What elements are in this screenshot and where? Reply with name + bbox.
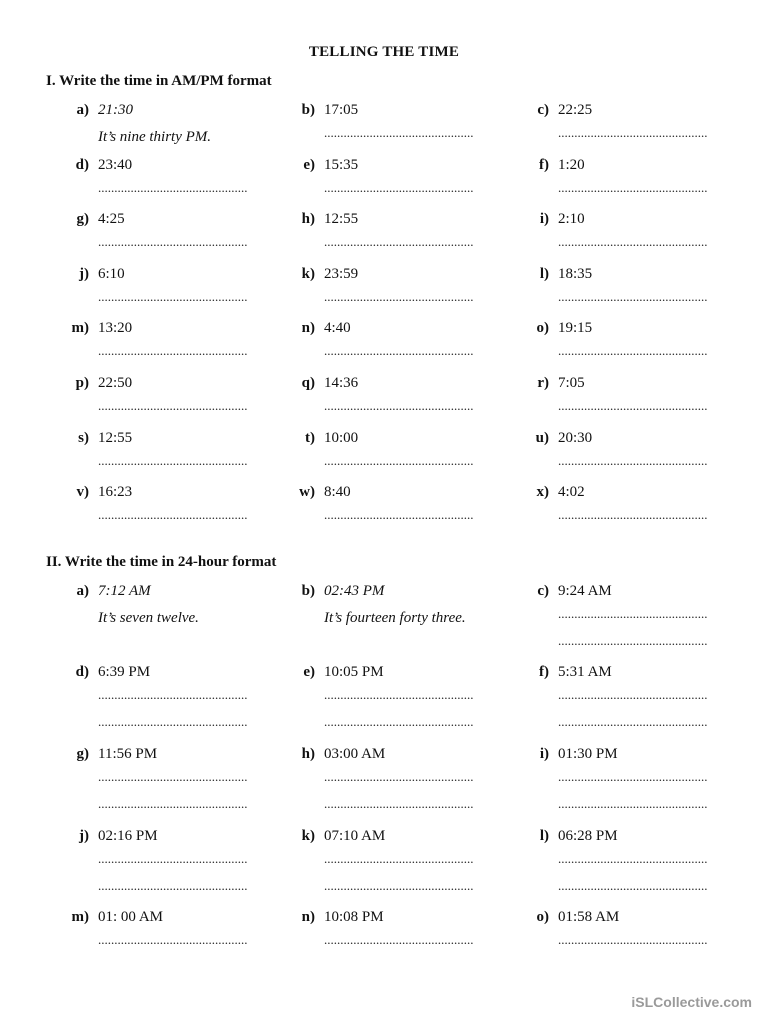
item-letter: t) <box>305 429 315 446</box>
time-value: 07:10 AM <box>324 828 386 844</box>
answer-line[interactable]: .............................................. <box>324 125 474 140</box>
item-letter: k) <box>301 828 315 844</box>
answer-line[interactable]: .............................................. <box>324 851 474 866</box>
example-answer: It’s fourteen forty three. <box>324 610 466 626</box>
item-letter: h) <box>301 211 315 228</box>
time-value: 8:40 <box>324 484 351 501</box>
time-value: 21:30 <box>98 102 133 118</box>
time-value: 2:10 <box>558 211 585 228</box>
time-value: 19:15 <box>558 320 593 337</box>
time-value: 01:58 AM <box>558 909 620 925</box>
item-letter: n) <box>301 909 315 925</box>
item-letter: h) <box>301 746 315 762</box>
time-value: 1:20 <box>558 156 585 173</box>
item-letter: n) <box>301 320 315 337</box>
item-letter: o) <box>536 909 549 925</box>
answer-line[interactable]: .............................................. <box>98 878 248 893</box>
answer-line[interactable]: .............................................. <box>558 796 708 811</box>
item-letter: p) <box>75 375 89 391</box>
time-value: 6:10 <box>98 265 125 282</box>
time-value: 02:43 PM <box>324 583 385 599</box>
item-letter: g) <box>76 746 89 762</box>
answer-line[interactable]: .............................................. <box>324 769 474 784</box>
answer-line[interactable]: .............................................. <box>558 633 708 648</box>
time-value: 23:40 <box>98 156 133 173</box>
item-letter: e) <box>303 664 315 680</box>
item-letter: s) <box>78 429 89 446</box>
answer-line[interactable]: .............................................. <box>324 234 474 250</box>
answer-line[interactable]: .............................................. <box>558 851 708 866</box>
item-letter: m) <box>71 320 89 337</box>
item-letter: u) <box>535 429 549 446</box>
answer-line[interactable]: .............................................. <box>324 343 474 359</box>
item-letter: j) <box>79 265 89 282</box>
answer-line[interactable]: .............................................. <box>558 125 708 140</box>
item-letter: f) <box>539 156 549 173</box>
item-letter: r) <box>537 375 549 391</box>
item-letter: b) <box>301 583 315 599</box>
answer-line[interactable]: .............................................. <box>98 507 248 523</box>
answer-line[interactable]: .............................................. <box>324 714 474 729</box>
answer-line[interactable]: .............................................. <box>324 398 474 413</box>
answer-line[interactable]: .............................................. <box>98 398 248 413</box>
time-value: 10:00 <box>324 429 359 446</box>
answer-line[interactable]: .............................................. <box>558 878 708 893</box>
item-letter: a) <box>76 583 89 599</box>
answer-line[interactable]: .............................................. <box>324 452 474 468</box>
time-value: 10:05 PM <box>324 664 384 680</box>
item-letter: m) <box>71 909 89 925</box>
time-value: 02:16 PM <box>98 828 158 844</box>
answer-line[interactable]: .............................................. <box>558 452 708 468</box>
time-value: 15:35 <box>324 156 359 173</box>
time-value: 06:28 PM <box>558 828 618 844</box>
answer-line[interactable]: .............................................. <box>98 714 248 729</box>
time-value: 14:36 <box>324 375 359 391</box>
answer-line[interactable]: .............................................. <box>324 179 474 195</box>
answer-line[interactable]: .............................................. <box>558 507 708 523</box>
time-value: 7:05 <box>558 375 585 391</box>
item-letter: v) <box>76 484 89 501</box>
time-value: 11:56 PM <box>98 746 158 762</box>
answer-line[interactable]: .............................................. <box>98 234 248 250</box>
time-value: 12:55 <box>324 211 359 228</box>
page-title: TELLING THE TIME <box>308 44 460 60</box>
site-watermark: iSLCollective.com <box>631 994 752 1010</box>
time-value: 6:39 PM <box>98 664 151 680</box>
answer-line[interactable]: .............................................. <box>558 606 708 621</box>
time-value: 22:50 <box>98 375 133 391</box>
answer-line[interactable]: .............................................. <box>98 796 248 811</box>
time-value: 4:25 <box>98 211 125 228</box>
item-letter: q) <box>301 375 315 391</box>
item-letter: a) <box>76 102 89 118</box>
time-value: 12:55 <box>98 429 133 446</box>
answer-line[interactable]: .............................................. <box>558 179 708 195</box>
answer-line[interactable]: .............................................. <box>98 452 248 468</box>
time-value: 13:20 <box>98 320 133 337</box>
answer-line[interactable]: .............................................. <box>558 769 708 784</box>
item-letter: b) <box>301 102 315 118</box>
time-value: 18:35 <box>558 265 593 282</box>
time-value: 7:12 AM <box>98 583 151 599</box>
answer-line[interactable]: .............................................. <box>98 932 248 947</box>
item-letter: x) <box>536 484 549 501</box>
answer-line[interactable]: .............................................. <box>98 769 248 784</box>
item-letter: j) <box>79 828 89 844</box>
item-letter: c) <box>537 102 549 118</box>
answer-line[interactable]: .............................................. <box>324 687 474 702</box>
answer-line[interactable]: .............................................. <box>98 851 248 866</box>
time-value: 10:08 PM <box>324 909 384 925</box>
time-value: 01:30 PM <box>558 746 618 762</box>
answer-line[interactable]: .............................................. <box>98 288 248 304</box>
item-letter: g) <box>76 211 89 228</box>
answer-line[interactable]: .............................................. <box>324 796 474 811</box>
answer-line[interactable]: .............................................. <box>558 234 708 250</box>
time-value: 4:40 <box>324 320 351 337</box>
answer-line[interactable]: .............................................. <box>558 343 708 359</box>
example-answer: It’s nine thirty PM. <box>98 129 212 145</box>
item-letter: o) <box>536 320 549 337</box>
time-value: 17:05 <box>324 102 359 118</box>
answer-line[interactable]: .............................................. <box>98 343 248 359</box>
item-letter: l) <box>539 828 549 844</box>
time-value: 9:24 AM <box>558 583 612 599</box>
section-1-heading: I. Write the time in AM/PM format <box>46 73 272 89</box>
time-value: 4:02 <box>558 484 585 501</box>
time-value: 22:25 <box>558 102 593 118</box>
time-value: 03:00 AM <box>324 746 386 762</box>
time-value: 20:30 <box>558 429 593 446</box>
item-letter: f) <box>539 664 549 680</box>
answer-line[interactable]: .............................................. <box>558 398 708 413</box>
answer-line[interactable]: .............................................. <box>324 932 474 947</box>
time-value: 16:23 <box>98 484 133 501</box>
section-2-heading: II. Write the time in 24-hour format <box>46 554 277 570</box>
answer-line[interactable]: .............................................. <box>98 179 248 195</box>
example-answer: It’s seven twelve. <box>98 610 199 626</box>
item-letter: i) <box>539 746 549 762</box>
item-letter: d) <box>75 156 89 173</box>
item-letter: l) <box>539 265 549 282</box>
answer-line[interactable]: .............................................. <box>558 687 708 702</box>
item-letter: e) <box>303 156 315 173</box>
item-letter: i) <box>539 211 549 228</box>
time-value: 23:59 <box>324 265 359 282</box>
item-letter: k) <box>301 265 315 282</box>
answer-line[interactable]: .............................................. <box>98 687 248 702</box>
item-letter: w) <box>299 484 315 501</box>
time-value: 5:31 AM <box>558 664 612 680</box>
answer-line[interactable]: .............................................. <box>324 878 474 893</box>
answer-line[interactable]: .............................................. <box>558 714 708 729</box>
answer-line[interactable]: .............................................. <box>558 288 708 304</box>
item-letter: d) <box>75 664 89 680</box>
answer-line[interactable]: .............................................. <box>324 288 474 304</box>
item-letter: c) <box>537 583 549 599</box>
answer-line[interactable]: .............................................. <box>558 932 708 947</box>
answer-line[interactable]: .............................................. <box>324 507 474 523</box>
time-value: 01: 00 AM <box>98 909 164 925</box>
